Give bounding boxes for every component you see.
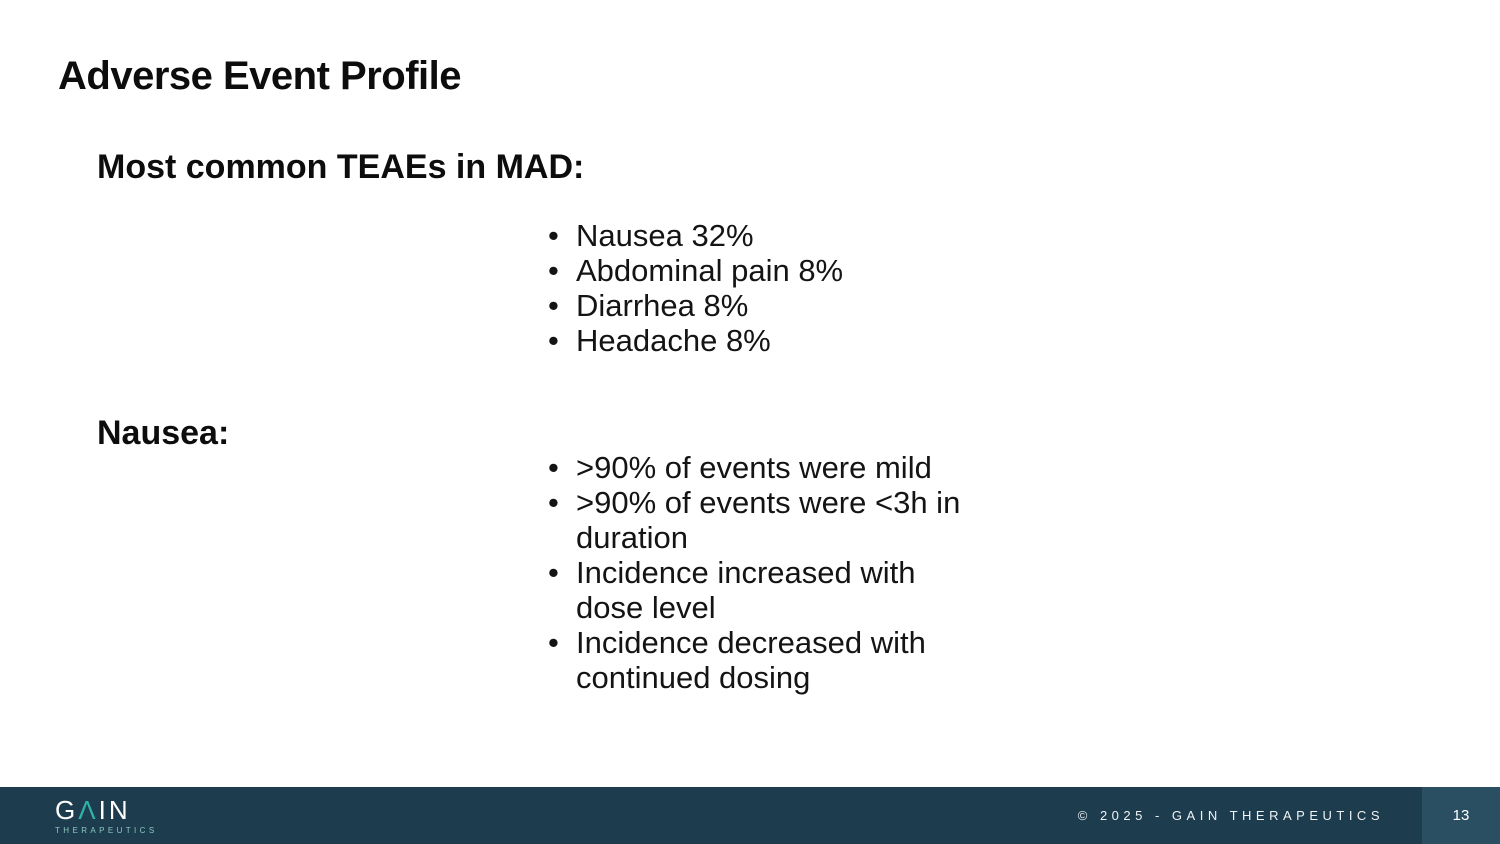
bullet-list-teaes [548, 218, 988, 358]
bullet-text: >90% of events were mild [576, 450, 932, 485]
bullet-icon: • [548, 485, 559, 520]
list-item [548, 555, 988, 625]
bullet-text: Diarrhea 8% [576, 288, 749, 323]
bullet-icon: • [548, 288, 559, 323]
list-item [548, 625, 988, 695]
section-heading-nausea: Nausea: [97, 414, 230, 452]
list-item [548, 218, 988, 253]
gain-logo-wordmark [55, 794, 158, 825]
list-item [548, 253, 988, 288]
bullet-text: >90% of events were <3h in duration [576, 485, 961, 555]
page-number-block [1422, 787, 1500, 844]
bullet-icon: • [548, 253, 559, 288]
section-heading-teaes: Most common TEAEs in MAD: [97, 148, 585, 186]
bullet-text: Abdominal pain 8% [576, 253, 844, 288]
bullet-icon: • [548, 218, 559, 253]
page-title: Adverse Event Profile [58, 54, 461, 98]
bullet-text: Incidence increased with dose level [576, 555, 916, 625]
copyright-text: © 2025 - GAIN THERAPEUTICS [1077, 808, 1384, 823]
logo-lambda-icon: Λ [78, 794, 99, 825]
logo-letter: G [55, 794, 79, 825]
footer-bar [0, 787, 1500, 844]
page-number: 13 [1452, 807, 1470, 824]
gain-logo-subtext: THERAPEUTICS [55, 825, 158, 835]
bullet-list-nausea [548, 450, 988, 695]
bullet-text: Incidence decreased with continued dosing [576, 625, 926, 695]
bullet-icon: • [548, 625, 559, 660]
logo-letters: IN [98, 794, 131, 825]
list-item [548, 323, 988, 358]
bullet-icon: • [548, 450, 559, 485]
list-item [548, 485, 988, 555]
list-item [548, 450, 988, 485]
bullet-icon: • [548, 555, 559, 590]
bullet-text: Headache 8% [576, 323, 771, 358]
bullet-text: Nausea 32% [576, 218, 754, 253]
bullet-icon: • [548, 323, 559, 358]
list-item [548, 288, 988, 323]
gain-logo [55, 794, 158, 835]
